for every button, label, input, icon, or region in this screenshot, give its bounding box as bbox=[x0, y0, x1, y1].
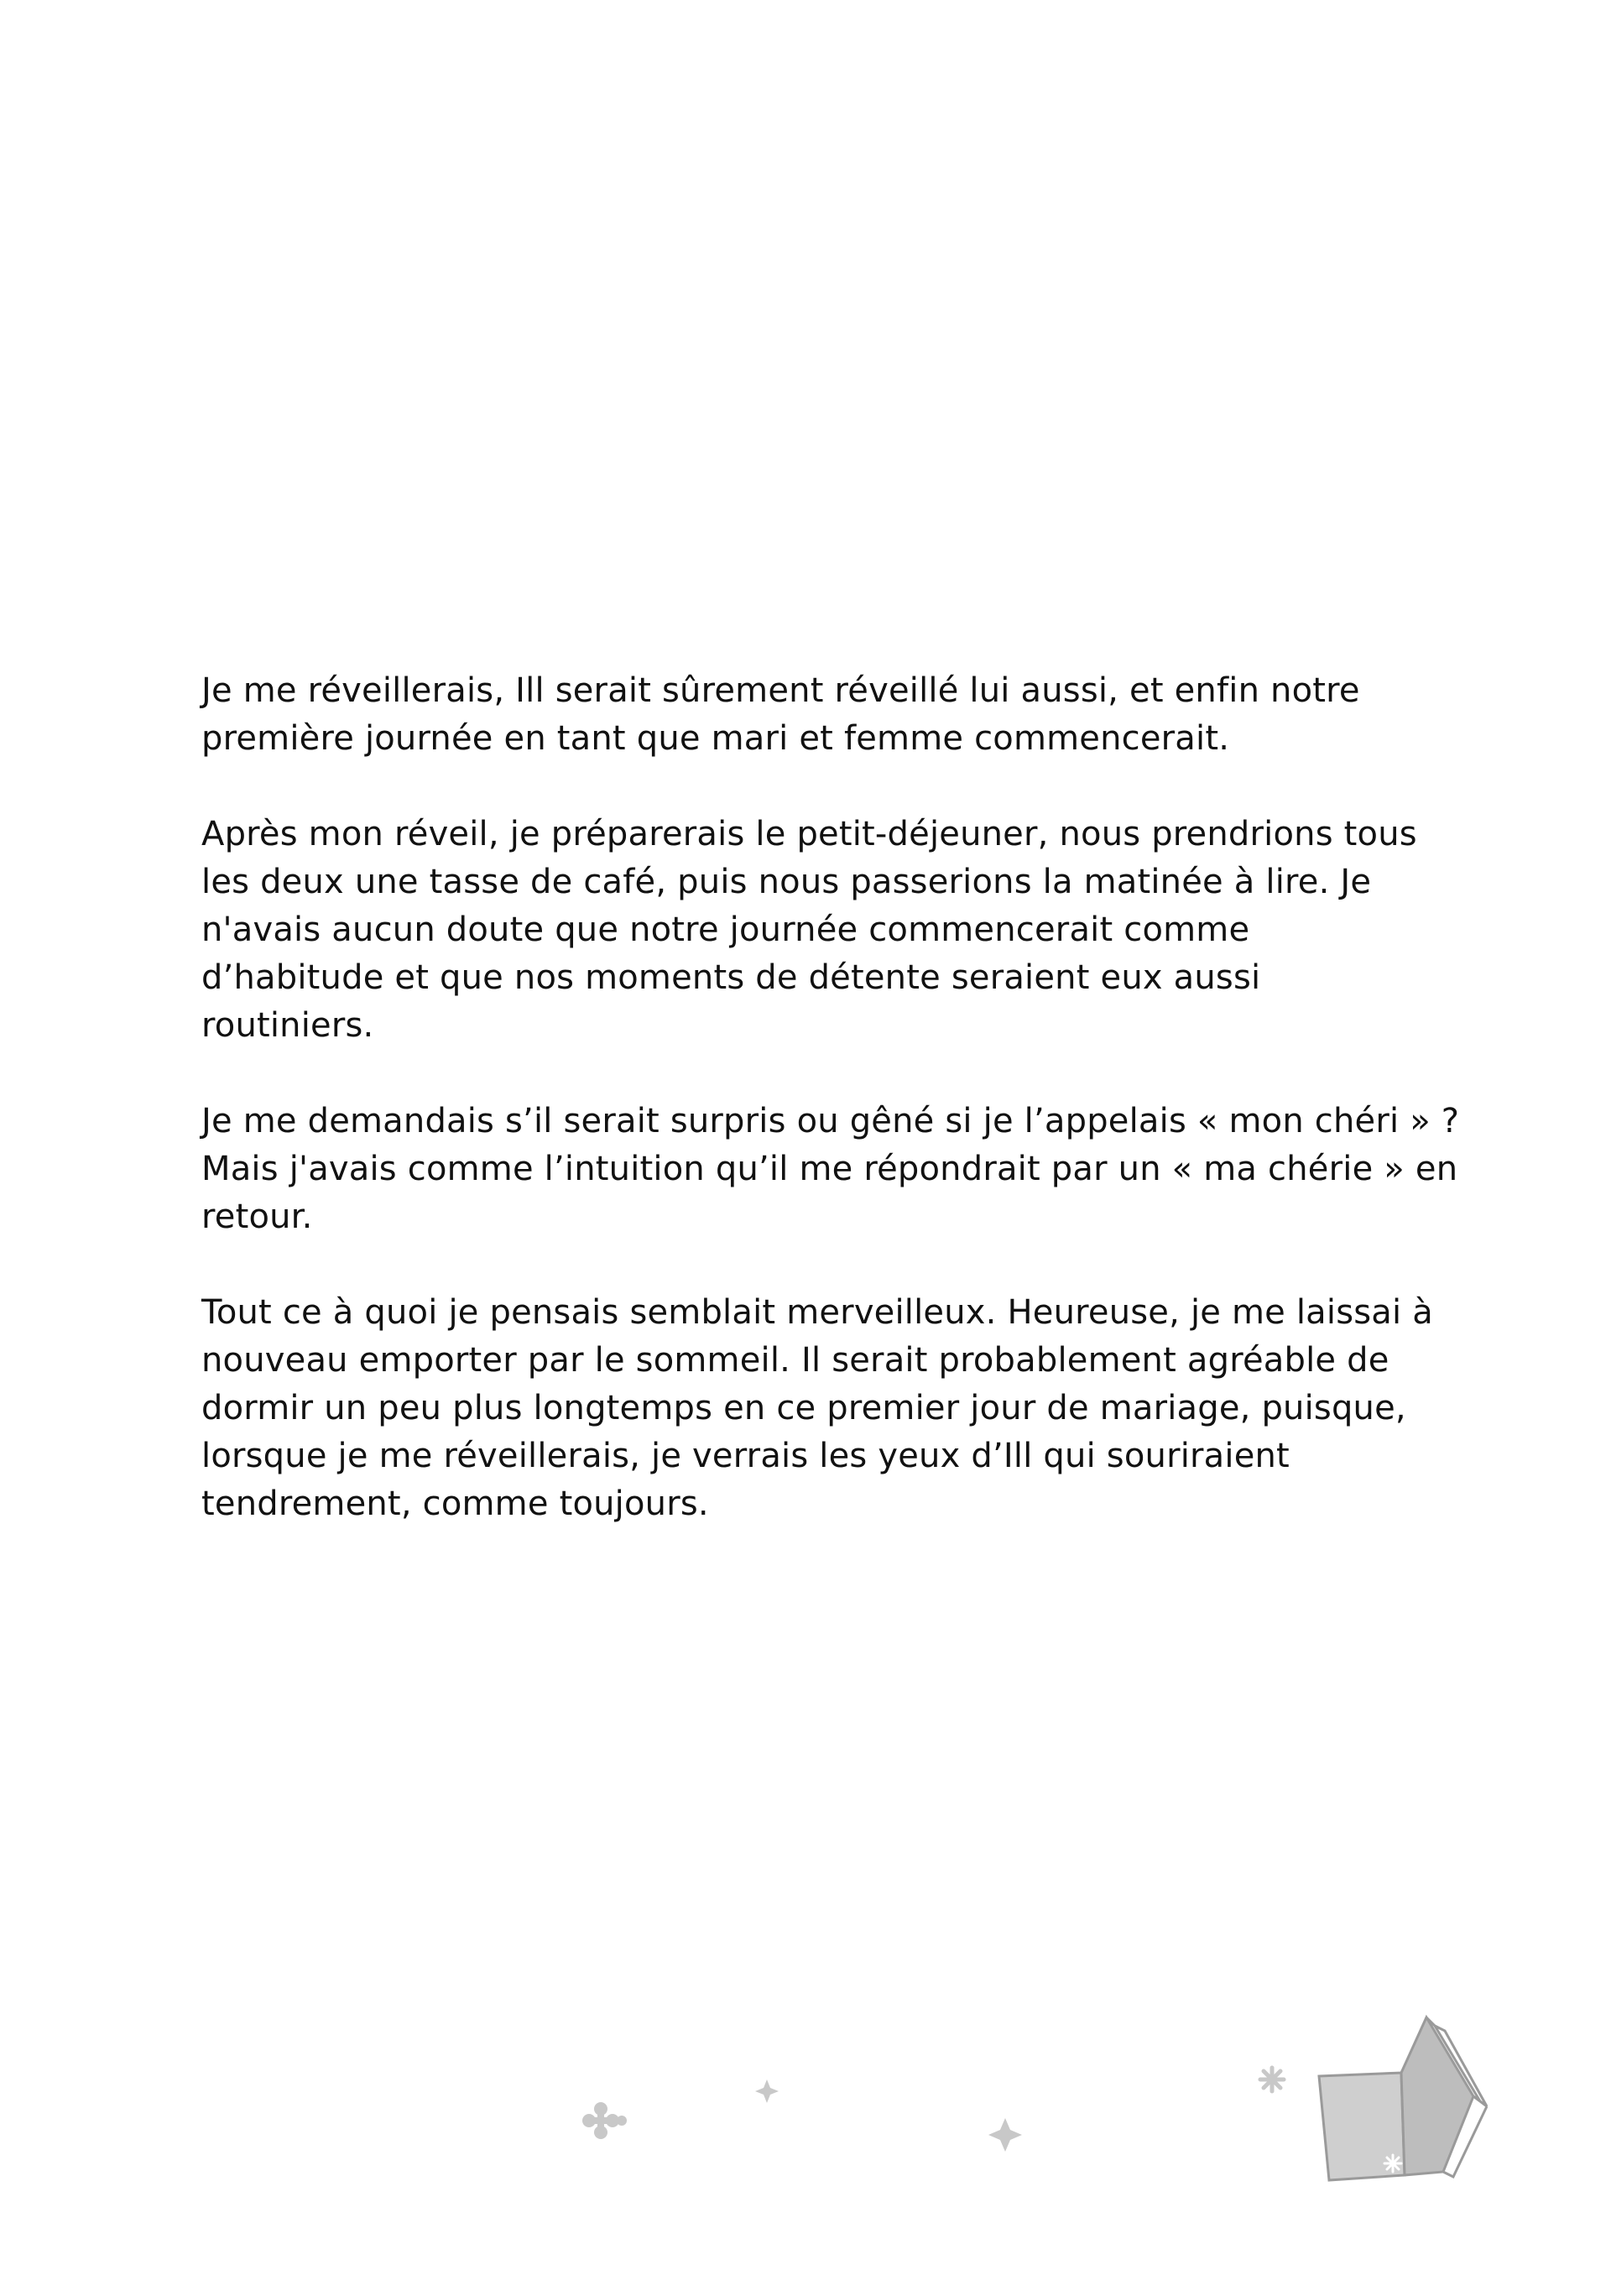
text-line: n'avais aucun doute que notre journée commencerait comme bbox=[201, 911, 1250, 949]
paragraph-4 bbox=[201, 1289, 1510, 1528]
open-book-icon bbox=[1319, 2017, 1487, 2180]
text-line: Mais j'avais comme l’intuition qu’il me répondrait par un « ma chérie » en bbox=[201, 1150, 1458, 1188]
text-line: Après mon réveil, je préparerais le petit-déjeuner, nous prendrions tous bbox=[201, 815, 1417, 853]
text-line: d’habitude et que nos moments de détente seraient eux aussi bbox=[201, 958, 1261, 997]
sparkle-icon bbox=[582, 2102, 627, 2139]
text-line: nouveau emporter par le sommeil. Il serait probablement agréable de bbox=[201, 1341, 1389, 1380]
text-line: Tout ce à quoi je pensais semblait merveilleux. Heureuse, je me laissai à bbox=[201, 1293, 1433, 1332]
text-line: première journée en tant que mari et femme commencerait. bbox=[201, 719, 1230, 758]
star-icon bbox=[988, 2118, 1022, 2152]
text-line: routiniers. bbox=[201, 1006, 374, 1045]
text-line: lorsque je me réveillerais, je verrais les yeux d’Ill qui souriraient bbox=[201, 1437, 1290, 1475]
star-icon bbox=[755, 2079, 779, 2103]
text-line: Je me réveillerais, Ill serait sûrement réveillé lui aussi, et enfin notre bbox=[201, 671, 1360, 710]
text-line: les deux une tasse de café, puis nous passerions la matinée à lire. Je bbox=[201, 863, 1372, 901]
paragraph-3 bbox=[201, 1098, 1510, 1241]
paragraph-2 bbox=[201, 811, 1510, 1050]
text-line: tendrement, comme toujours. bbox=[201, 1485, 709, 1523]
text-line: dormir un peu plus longtemps en ce premier jour de mariage, puisque, bbox=[201, 1389, 1406, 1427]
sparkle-icon bbox=[1260, 2068, 1284, 2091]
text-line: Je me demandais s’il serait surpris ou gêné si je l’appelais « mon chéri » ? bbox=[201, 1102, 1460, 1140]
story-text bbox=[201, 667, 1510, 1576]
text-line: retour. bbox=[201, 1198, 313, 1236]
paragraph-1 bbox=[201, 667, 1510, 763]
